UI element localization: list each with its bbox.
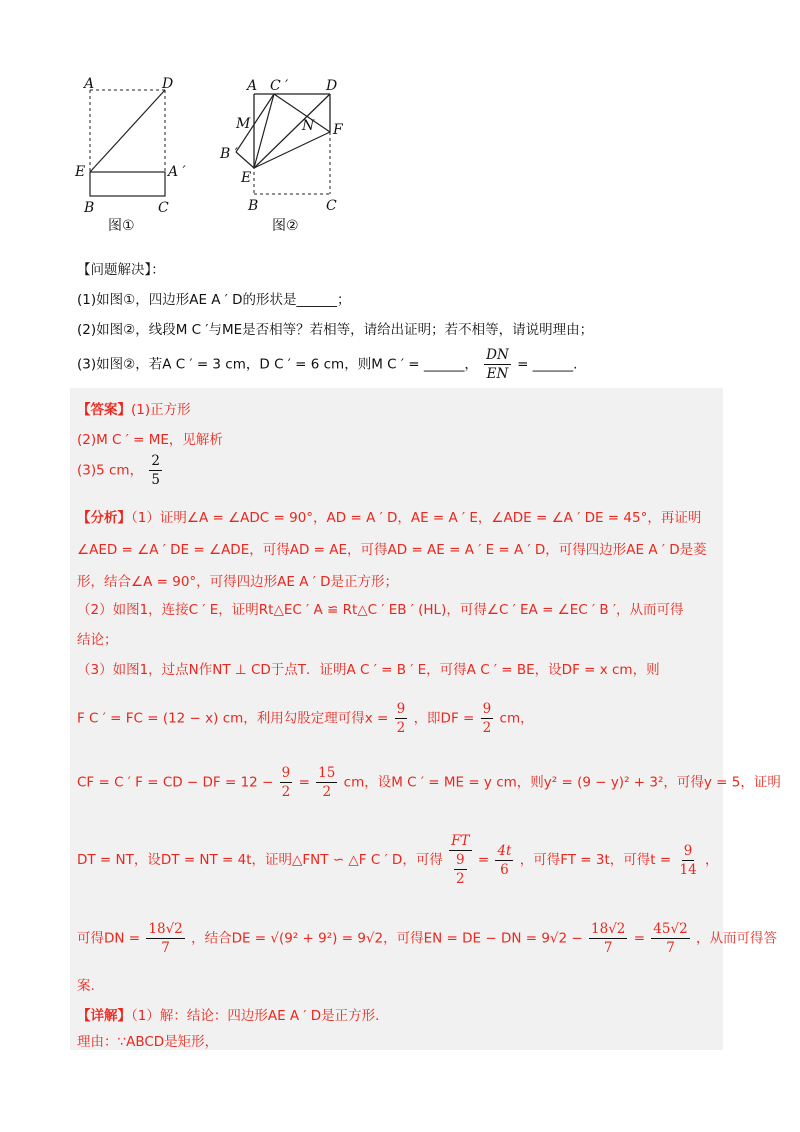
fig2-label-N: N bbox=[302, 118, 315, 134]
l9-eq: = bbox=[477, 852, 490, 868]
l8-prefix: CF = C ′ F = CD − DF = 12 − bbox=[77, 774, 274, 791]
analysis-l6: （3）如图1，过点N作NT ⊥ CD于点T．证明A C ′ = B ′ E，可得A C ′ = BE，设DF = x cm，则 bbox=[77, 662, 660, 678]
l7-f2-den: 2 bbox=[482, 720, 492, 736]
l10-f2-num: 18√2 bbox=[591, 921, 626, 937]
l9-t-den: 14 bbox=[679, 861, 697, 878]
l7-mid: ，即DF = bbox=[413, 710, 475, 727]
l7-f2-num: 9 bbox=[482, 701, 492, 717]
l10-f2-den: 7 bbox=[603, 940, 613, 956]
answer-1: (1)正方形 bbox=[131, 402, 191, 418]
detail-l2: 理由：∵ABCD是矩形， bbox=[77, 1034, 219, 1050]
fig2-label-E: E bbox=[241, 170, 252, 186]
analysis-tag: 【分析】 bbox=[77, 510, 131, 526]
l10-prefix: 可得DN = bbox=[77, 930, 141, 947]
question-1: (1)如图①，四边形AE A ′ D的形状是______； bbox=[77, 292, 351, 308]
detail-tag: 【详解】 bbox=[77, 1008, 131, 1024]
l8-f2-num: 15 bbox=[318, 765, 336, 781]
l7-f1-den: 2 bbox=[396, 720, 406, 736]
l9-t-num: 9 bbox=[683, 842, 693, 859]
l8-eq: = bbox=[298, 774, 310, 791]
l9-prefix: DT = NT，设DT = NT = 4t，证明△FNT ∽ △F C ′ D，可得 bbox=[77, 852, 443, 868]
l7-prefix: F C ′ = FC = (12 − x) cm，利用勾股定理可得x = bbox=[77, 710, 389, 727]
fig2-label-C-prime: C ′ bbox=[270, 78, 289, 94]
question-3-suffix: = ______. bbox=[517, 356, 578, 373]
l10-suffix: ，从而可得答 bbox=[695, 930, 777, 947]
l9-inner-frac bbox=[454, 851, 467, 888]
l9-frac bbox=[495, 842, 513, 879]
q3-frac-den: EN bbox=[486, 366, 509, 382]
question-2: (2)如图②，线段M C ′与ME是否相等？若相等，请给出证明；若不相等，请说明理由； bbox=[77, 322, 594, 338]
fig2-label-B: B bbox=[248, 198, 259, 214]
l9-big-num: FT bbox=[451, 833, 470, 849]
l9-big-frac bbox=[449, 832, 471, 888]
analysis-l3: 形，结合∠A = 90°，可得四边形AE A ′ D是正方形； bbox=[77, 574, 398, 590]
l8-f1-num: 9 bbox=[281, 765, 291, 781]
answer-3-fraction bbox=[149, 452, 162, 489]
analysis-line-1 bbox=[77, 506, 701, 526]
detail-line-1 bbox=[77, 1004, 389, 1024]
analysis-l4: （2）如图1，连接C ′ E，证明Rt△EC ′ A ≌ Rt△C ′ EB ′ (HL)，可得∠C ′ EA = ∠EC ′ B ′，从而可得 bbox=[77, 602, 684, 618]
fig2-label-C: C bbox=[326, 198, 337, 214]
a3-den: 5 bbox=[151, 472, 160, 488]
analysis-l5: 结论； bbox=[77, 632, 118, 648]
fig2-label-F: F bbox=[333, 122, 343, 138]
l10-f1-num: 18√2 bbox=[148, 921, 183, 937]
answer-line-3 bbox=[77, 452, 164, 489]
fig1-label-E: E bbox=[75, 164, 86, 180]
fig1-caption: 图① bbox=[108, 218, 135, 232]
l7-f1-num: 9 bbox=[396, 701, 406, 717]
question-3-prefix: (3)如图②，若A C ′ = 3 cm，D C ′ = 6 cm，则M C ′ = ______， bbox=[77, 356, 478, 373]
l7-frac-2 bbox=[481, 700, 494, 737]
detail-l1: （1）解：结论：四边形AE A ′ D是正方形． bbox=[131, 1008, 389, 1024]
l9-f-den: 6 bbox=[500, 861, 509, 878]
l9-inner-num: 9 bbox=[456, 852, 465, 868]
question-3-fraction bbox=[484, 346, 511, 383]
fig2-label-B-prime: B ′ bbox=[220, 146, 238, 162]
fig2-caption: 图② bbox=[272, 218, 299, 232]
figure-1-lines bbox=[90, 90, 165, 196]
analysis-line-10 bbox=[77, 920, 777, 957]
l8-frac-1 bbox=[280, 764, 293, 801]
answer-3-prefix: (3)5 cm， bbox=[77, 462, 144, 479]
l10-frac-3 bbox=[651, 920, 689, 957]
l9-mid: ，可得FT = 3t，可得t = bbox=[519, 852, 672, 868]
fig2-label-A: A bbox=[247, 78, 258, 94]
figure-2 bbox=[212, 72, 362, 232]
l9-suffix: ， bbox=[704, 852, 719, 868]
fig2-label-M: M bbox=[236, 116, 251, 132]
q3-frac-num: DN bbox=[486, 347, 509, 363]
figure-1 bbox=[70, 72, 200, 232]
l9-t-frac bbox=[677, 842, 698, 879]
analysis-l11: 案. bbox=[77, 978, 95, 994]
l7-suffix: cm， bbox=[499, 710, 534, 727]
analysis-line-9 bbox=[77, 832, 718, 888]
l10-frac-2 bbox=[589, 920, 627, 957]
l9-inner-den: 2 bbox=[456, 871, 465, 887]
analysis-l2: ∠AED = ∠A ′ DE = ∠ADE，可得AD = AE，可得AD = AE = A ′ E = A ′ D，可得四边形AE A ′ D是菱 bbox=[77, 542, 707, 558]
l8-f1-den: 2 bbox=[281, 784, 291, 800]
a3-num: 2 bbox=[151, 453, 160, 469]
l8-suffix: cm，设M C ′ = ME = y cm，则y² = (9 − y)² + 3²，可得y = 5，证明 bbox=[343, 774, 781, 791]
l10-f1-den: 7 bbox=[161, 940, 170, 956]
l10-mid: ，结合DE = √(9² + 9²) = 9√2，可得EN = DE − DN = 9√2 − bbox=[191, 930, 583, 947]
l8-f2-den: 2 bbox=[322, 784, 332, 800]
analysis-line-7 bbox=[77, 700, 534, 737]
analysis-line-8 bbox=[77, 764, 781, 801]
fig2-label-D: D bbox=[326, 78, 338, 94]
answer-line-1 bbox=[77, 398, 191, 418]
answer-2: (2)M C ′ = ME，见解析 bbox=[77, 432, 223, 448]
fig1-label-A-prime: A ′ bbox=[168, 164, 186, 180]
l9-f-num: 4t bbox=[497, 842, 512, 859]
l7-frac-1 bbox=[395, 700, 408, 737]
l10-f3-num: 45√2 bbox=[653, 921, 688, 937]
fig1-label-B: B bbox=[84, 200, 95, 216]
fig1-label-C: C bbox=[158, 200, 169, 216]
fig1-label-A: A bbox=[84, 76, 95, 92]
l10-f3-den: 7 bbox=[666, 940, 675, 956]
problem-heading: 【问题解决】： bbox=[77, 262, 165, 278]
question-3 bbox=[77, 346, 577, 383]
analysis-l1: （1）证明∠A = ∠ADC = 90°，AD = A ′ D，AE = A ′ E，∠ADE = ∠A ′ DE = 45°，再证明 bbox=[131, 510, 702, 526]
l10-frac-1 bbox=[146, 920, 184, 957]
l9-big-den bbox=[450, 851, 471, 888]
l10-eq: = bbox=[633, 930, 645, 947]
answer-tag: 【答案】 bbox=[77, 402, 131, 418]
l8-frac-2 bbox=[316, 764, 337, 801]
fig1-label-D: D bbox=[162, 76, 174, 92]
